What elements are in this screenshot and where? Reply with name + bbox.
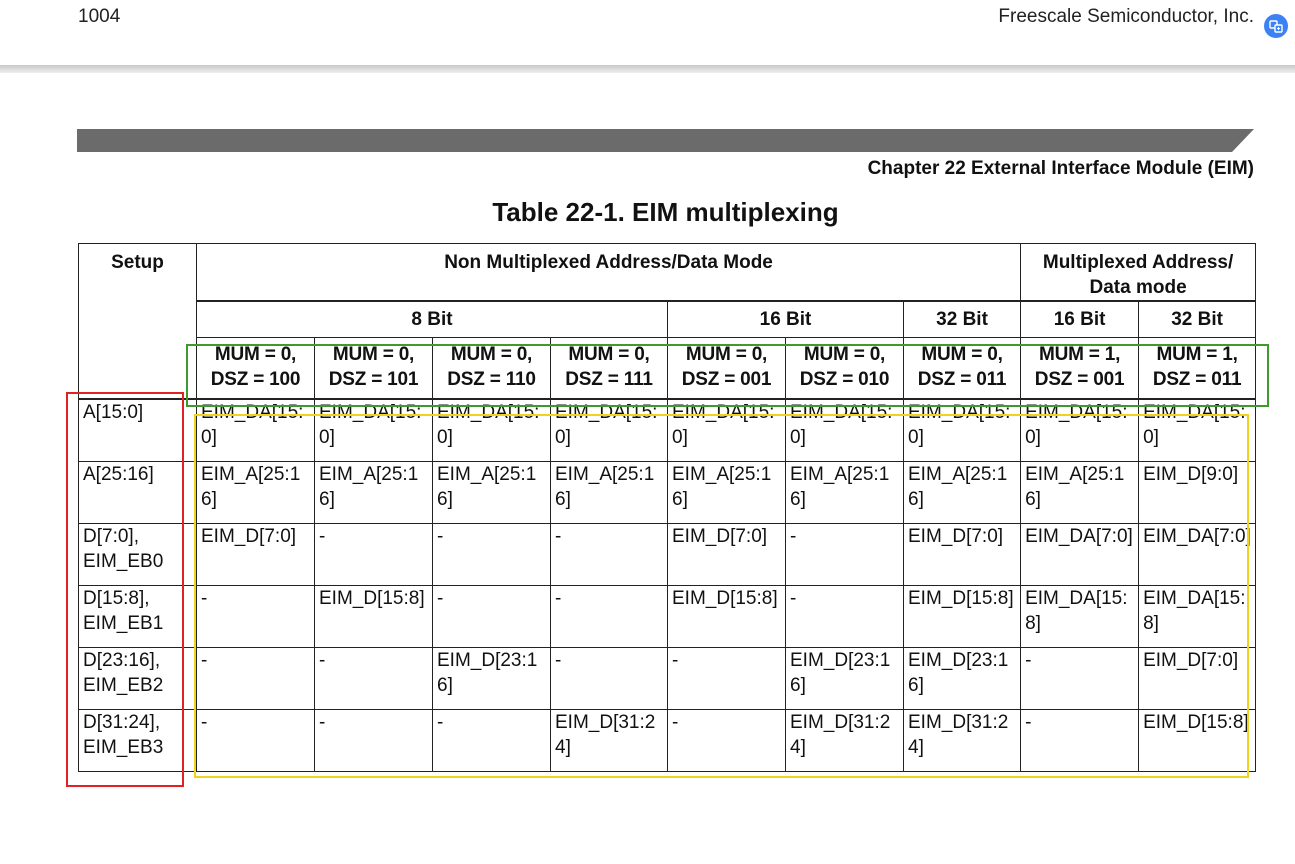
mode-header-dsz: DSZ = 010 xyxy=(799,368,890,390)
publisher-name: Freescale Semiconductor, Inc. xyxy=(998,6,1254,27)
signal-cell: EIM_D[23:16] xyxy=(433,647,551,709)
signal-cell: EIM_DA[15:0] xyxy=(1139,399,1256,461)
signal-cell: - xyxy=(433,523,551,585)
signal-cell: EIM_DA[15:0] xyxy=(197,399,315,461)
signal-cell: - xyxy=(197,709,315,771)
mode-header-cell xyxy=(904,337,1021,399)
mode-header-dsz: DSZ = 011 xyxy=(1152,368,1242,390)
signal-cell: - xyxy=(197,647,315,709)
page-separator xyxy=(0,65,1295,73)
width-header-32bit: 32 Bit xyxy=(904,301,1021,337)
table-body xyxy=(79,399,1256,771)
mode-header-dsz: DSZ = 101 xyxy=(328,368,419,390)
width-header-mux-16bit: 16 Bit xyxy=(1021,301,1139,337)
mode-header-mum: MUM = 1, xyxy=(1038,343,1121,365)
mode-header-cell xyxy=(433,337,551,399)
signal-cell: EIM_DA[7:0] xyxy=(1139,523,1256,585)
signal-cell: EIM_D[31:24] xyxy=(786,709,904,771)
signal-cell: EIM_A[25:16] xyxy=(786,461,904,523)
table-row xyxy=(79,647,1256,709)
eim-multiplexing-table xyxy=(78,243,1256,772)
setup-header: Setup xyxy=(79,244,197,302)
signal-cell: - xyxy=(315,709,433,771)
table-row xyxy=(79,523,1256,585)
setup-cell: A[15:0] xyxy=(79,399,197,461)
setup-cell: A[25:16] xyxy=(79,461,197,523)
signal-cell: - xyxy=(315,647,433,709)
signal-cell: EIM_DA[15:0] xyxy=(1021,399,1139,461)
mode-header-cell xyxy=(668,337,786,399)
signal-cell: EIM_DA[15:0] xyxy=(551,399,668,461)
signal-cell: EIM_A[25:16] xyxy=(904,461,1021,523)
signal-cell: EIM_D[15:8] xyxy=(904,585,1021,647)
signal-cell: EIM_D[31:24] xyxy=(904,709,1021,771)
setup-header-spacer xyxy=(79,301,197,337)
signal-cell: - xyxy=(315,523,433,585)
signal-cell: EIM_A[25:16] xyxy=(197,461,315,523)
signal-cell: - xyxy=(668,647,786,709)
mode-header-mum: MUM = 0, xyxy=(921,343,1003,365)
mode-header-mum: MUM = 0, xyxy=(332,343,415,365)
width-header-8bit: 8 Bit xyxy=(197,301,668,337)
signal-cell: EIM_D[9:0] xyxy=(1139,461,1256,523)
signal-cell: EIM_DA[15:8] xyxy=(1021,585,1139,647)
signal-cell: EIM_D[7:0] xyxy=(668,523,786,585)
table-row xyxy=(79,585,1256,647)
chapter-title: Chapter 22 External Interface Module (EIM) xyxy=(867,158,1254,179)
mode-header-mum: MUM = 0, xyxy=(685,343,768,365)
mode-header-cell xyxy=(197,337,315,399)
signal-cell: EIM_DA[15:8] xyxy=(1139,585,1256,647)
setup-cell: D[23:16], EIM_EB2 xyxy=(79,647,197,709)
setup-cell: D[7:0], EIM_EB0 xyxy=(79,523,197,585)
signal-cell: - xyxy=(786,585,904,647)
table-row xyxy=(79,399,1256,461)
mode-header-dsz: DSZ = 110 xyxy=(447,368,536,390)
signal-cell: EIM_DA[15:0] xyxy=(904,399,1021,461)
signal-cell: EIM_A[25:16] xyxy=(315,461,433,523)
chapter-bar xyxy=(77,129,1254,152)
signal-cell: - xyxy=(551,585,668,647)
signal-cell: EIM_A[25:16] xyxy=(1021,461,1139,523)
signal-cell: EIM_D[23:16] xyxy=(786,647,904,709)
table-row xyxy=(79,461,1256,523)
setup-cell: D[15:8], EIM_EB1 xyxy=(79,585,197,647)
mode-header-cell xyxy=(1139,337,1256,399)
setup-header-spacer xyxy=(79,337,197,399)
width-header-16bit: 16 Bit xyxy=(668,301,904,337)
translate-icon-glyph xyxy=(1269,19,1283,33)
signal-cell: - xyxy=(551,523,668,585)
signal-cell: EIM_A[25:16] xyxy=(433,461,551,523)
mode-header-dsz: DSZ = 111 xyxy=(565,368,653,390)
mode-header-mum: MUM = 0, xyxy=(450,343,533,365)
page-number: 1004 xyxy=(78,6,121,27)
mode-header-cell xyxy=(1021,337,1139,399)
signal-cell: - xyxy=(197,585,315,647)
mode-header-dsz: DSZ = 001 xyxy=(681,368,772,390)
signal-cell: EIM_DA[15:0] xyxy=(433,399,551,461)
mode-header-cell xyxy=(315,337,433,399)
mode-header-mum: MUM = 1, xyxy=(1156,343,1238,365)
signal-cell: EIM_D[7:0] xyxy=(1139,647,1256,709)
mode-header-dsz: DSZ = 100 xyxy=(210,368,301,390)
signal-cell: - xyxy=(786,523,904,585)
signal-cell: - xyxy=(1021,709,1139,771)
signal-cell: - xyxy=(668,709,786,771)
mode-header-cell xyxy=(786,337,904,399)
signal-cell: - xyxy=(433,709,551,771)
signal-cell: EIM_DA[15:0] xyxy=(315,399,433,461)
non-multiplexed-header: Non Multiplexed Address/Data Mode xyxy=(197,244,1021,302)
setup-cell: D[31:24], EIM_EB3 xyxy=(79,709,197,771)
signal-cell: - xyxy=(551,647,668,709)
signal-cell: EIM_D[15:8] xyxy=(1139,709,1256,771)
signal-cell: EIM_D[7:0] xyxy=(197,523,315,585)
signal-cell: EIM_A[25:16] xyxy=(551,461,668,523)
table-title: Table 22-1. EIM multiplexing xyxy=(492,197,839,227)
mode-header-cell xyxy=(551,337,668,399)
signal-cell: EIM_D[23:16] xyxy=(904,647,1021,709)
translate-icon[interactable] xyxy=(1264,14,1288,38)
signal-cell: - xyxy=(433,585,551,647)
table-row xyxy=(79,709,1256,771)
mode-header-mum: MUM = 0, xyxy=(214,343,297,365)
width-header-mux-32bit: 32 Bit xyxy=(1139,301,1256,337)
signal-cell: EIM_D[31:24] xyxy=(551,709,668,771)
mode-header-dsz: DSZ = 011 xyxy=(917,368,1007,390)
signal-cell: - xyxy=(1021,647,1139,709)
signal-cell: EIM_D[15:8] xyxy=(668,585,786,647)
mode-header-mum: MUM = 0, xyxy=(803,343,886,365)
signal-cell: EIM_DA[15:0] xyxy=(668,399,786,461)
multiplexed-header: Multiplexed Address/ Data mode xyxy=(1021,244,1256,302)
mode-header-mum: MUM = 0, xyxy=(568,343,650,365)
mode-header-dsz: DSZ = 001 xyxy=(1034,368,1125,390)
signal-cell: EIM_DA[15:0] xyxy=(786,399,904,461)
signal-cell: EIM_D[15:8] xyxy=(315,585,433,647)
signal-cell: EIM_A[25:16] xyxy=(668,461,786,523)
signal-cell: EIM_D[7:0] xyxy=(904,523,1021,585)
signal-cell: EIM_DA[7:0] xyxy=(1021,523,1139,585)
